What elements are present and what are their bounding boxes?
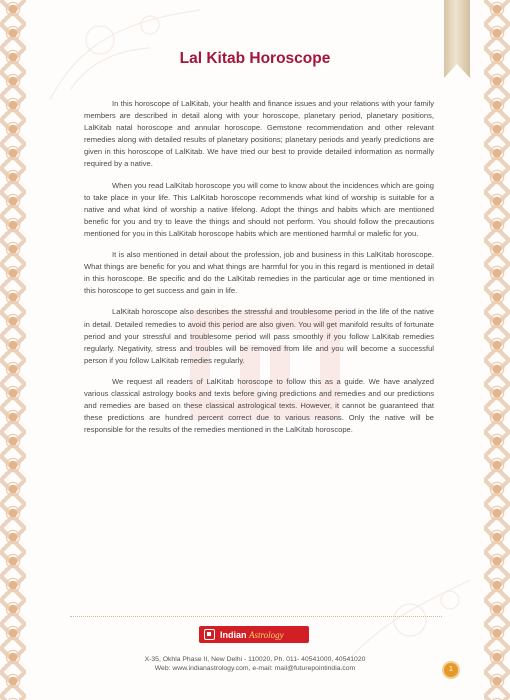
right-ornamental-border — [484, 0, 510, 700]
page-title: Lal Kitab Horoscope — [179, 50, 331, 67]
footer-address: X-35, Okhla Phase II, New Delhi - 110020, Ph. 011- 40541000, 40541020 — [144, 656, 366, 663]
paragraph: When you read LalKitab horoscope you will come to know about the incidences which are going to take place in your life. This LalKitab horoscope recommends what kind of worship is suitable for a native and what kind of worship a native lifelong. Adopt the things and habits which are mentioned benefic for you and try to leave the things and should not perform. You should follow the precautions mentioned for you in this LalKitab horoscope habits which are mentioned harmful or malefic for you. — [84, 180, 434, 238]
paragraph: In this horoscope of LalKitab, your health and finance issues and your relations with your family members are described in detail along with your horoscope, planetary period, planetary positions, LalKitab natal horoscope and annular horoscope. Gemstone recommendation and other relevant remedies along with detailed results of planetary positions; planetary periods and yearly predictions are given in this horoscope of LalKitab. We have tried our best to provide detailed information as normally required by a native. — [84, 99, 434, 169]
footer-divider — [70, 616, 442, 617]
paragraph: We request all readers of LalKitab horoscope to follow this as a guide. We have analyzed various classical astrology books and texts before giving predictions and remedies and our predictions and remedies are based on these classical astrological texts. However, it cannot be guaranteed that these predictions are hundred percent correct due to various reasons. Only the native will be responsible for the results of the remedies mentioned in the LalKitab horoscope. — [84, 376, 434, 435]
page-number-badge: 1 — [444, 663, 458, 677]
footer-web-email: Web: www.indianastrology.com, e-mail: mail@futurepointindia.com — [154, 664, 356, 672]
body-text — [84, 98, 434, 445]
left-ornamental-border — [0, 0, 26, 700]
paragraph: LalKitab horoscope also describes the stressful and troublesome period in the life of the native in detail. Detailed remedies to avoid this period are also given. You will get manifold results of fortunate period and your stressful and troublesome period will pass smoothly if you follow LalKitab remedies regularly. Negativity, stress and troubles will be removed from life and you will become a successful person if you follow LalKitab remedies regularly. — [84, 307, 434, 365]
footer-contact — [90, 656, 420, 673]
paragraph: It is also mentioned in detail about the profession, job and business in this LalKitab horoscope. What things are benefic for you and what things are harmful for you in this regard is mentioned in detail in this horoscope. Be specific and do the LalKitab remedies in the particular age or time mentioned in this horoscope to get success and gain in life. — [84, 250, 434, 296]
indian-astrology-logo — [199, 626, 309, 643]
logo-text: Indian Astrology — [220, 629, 284, 640]
logo-mark-icon — [204, 629, 215, 640]
